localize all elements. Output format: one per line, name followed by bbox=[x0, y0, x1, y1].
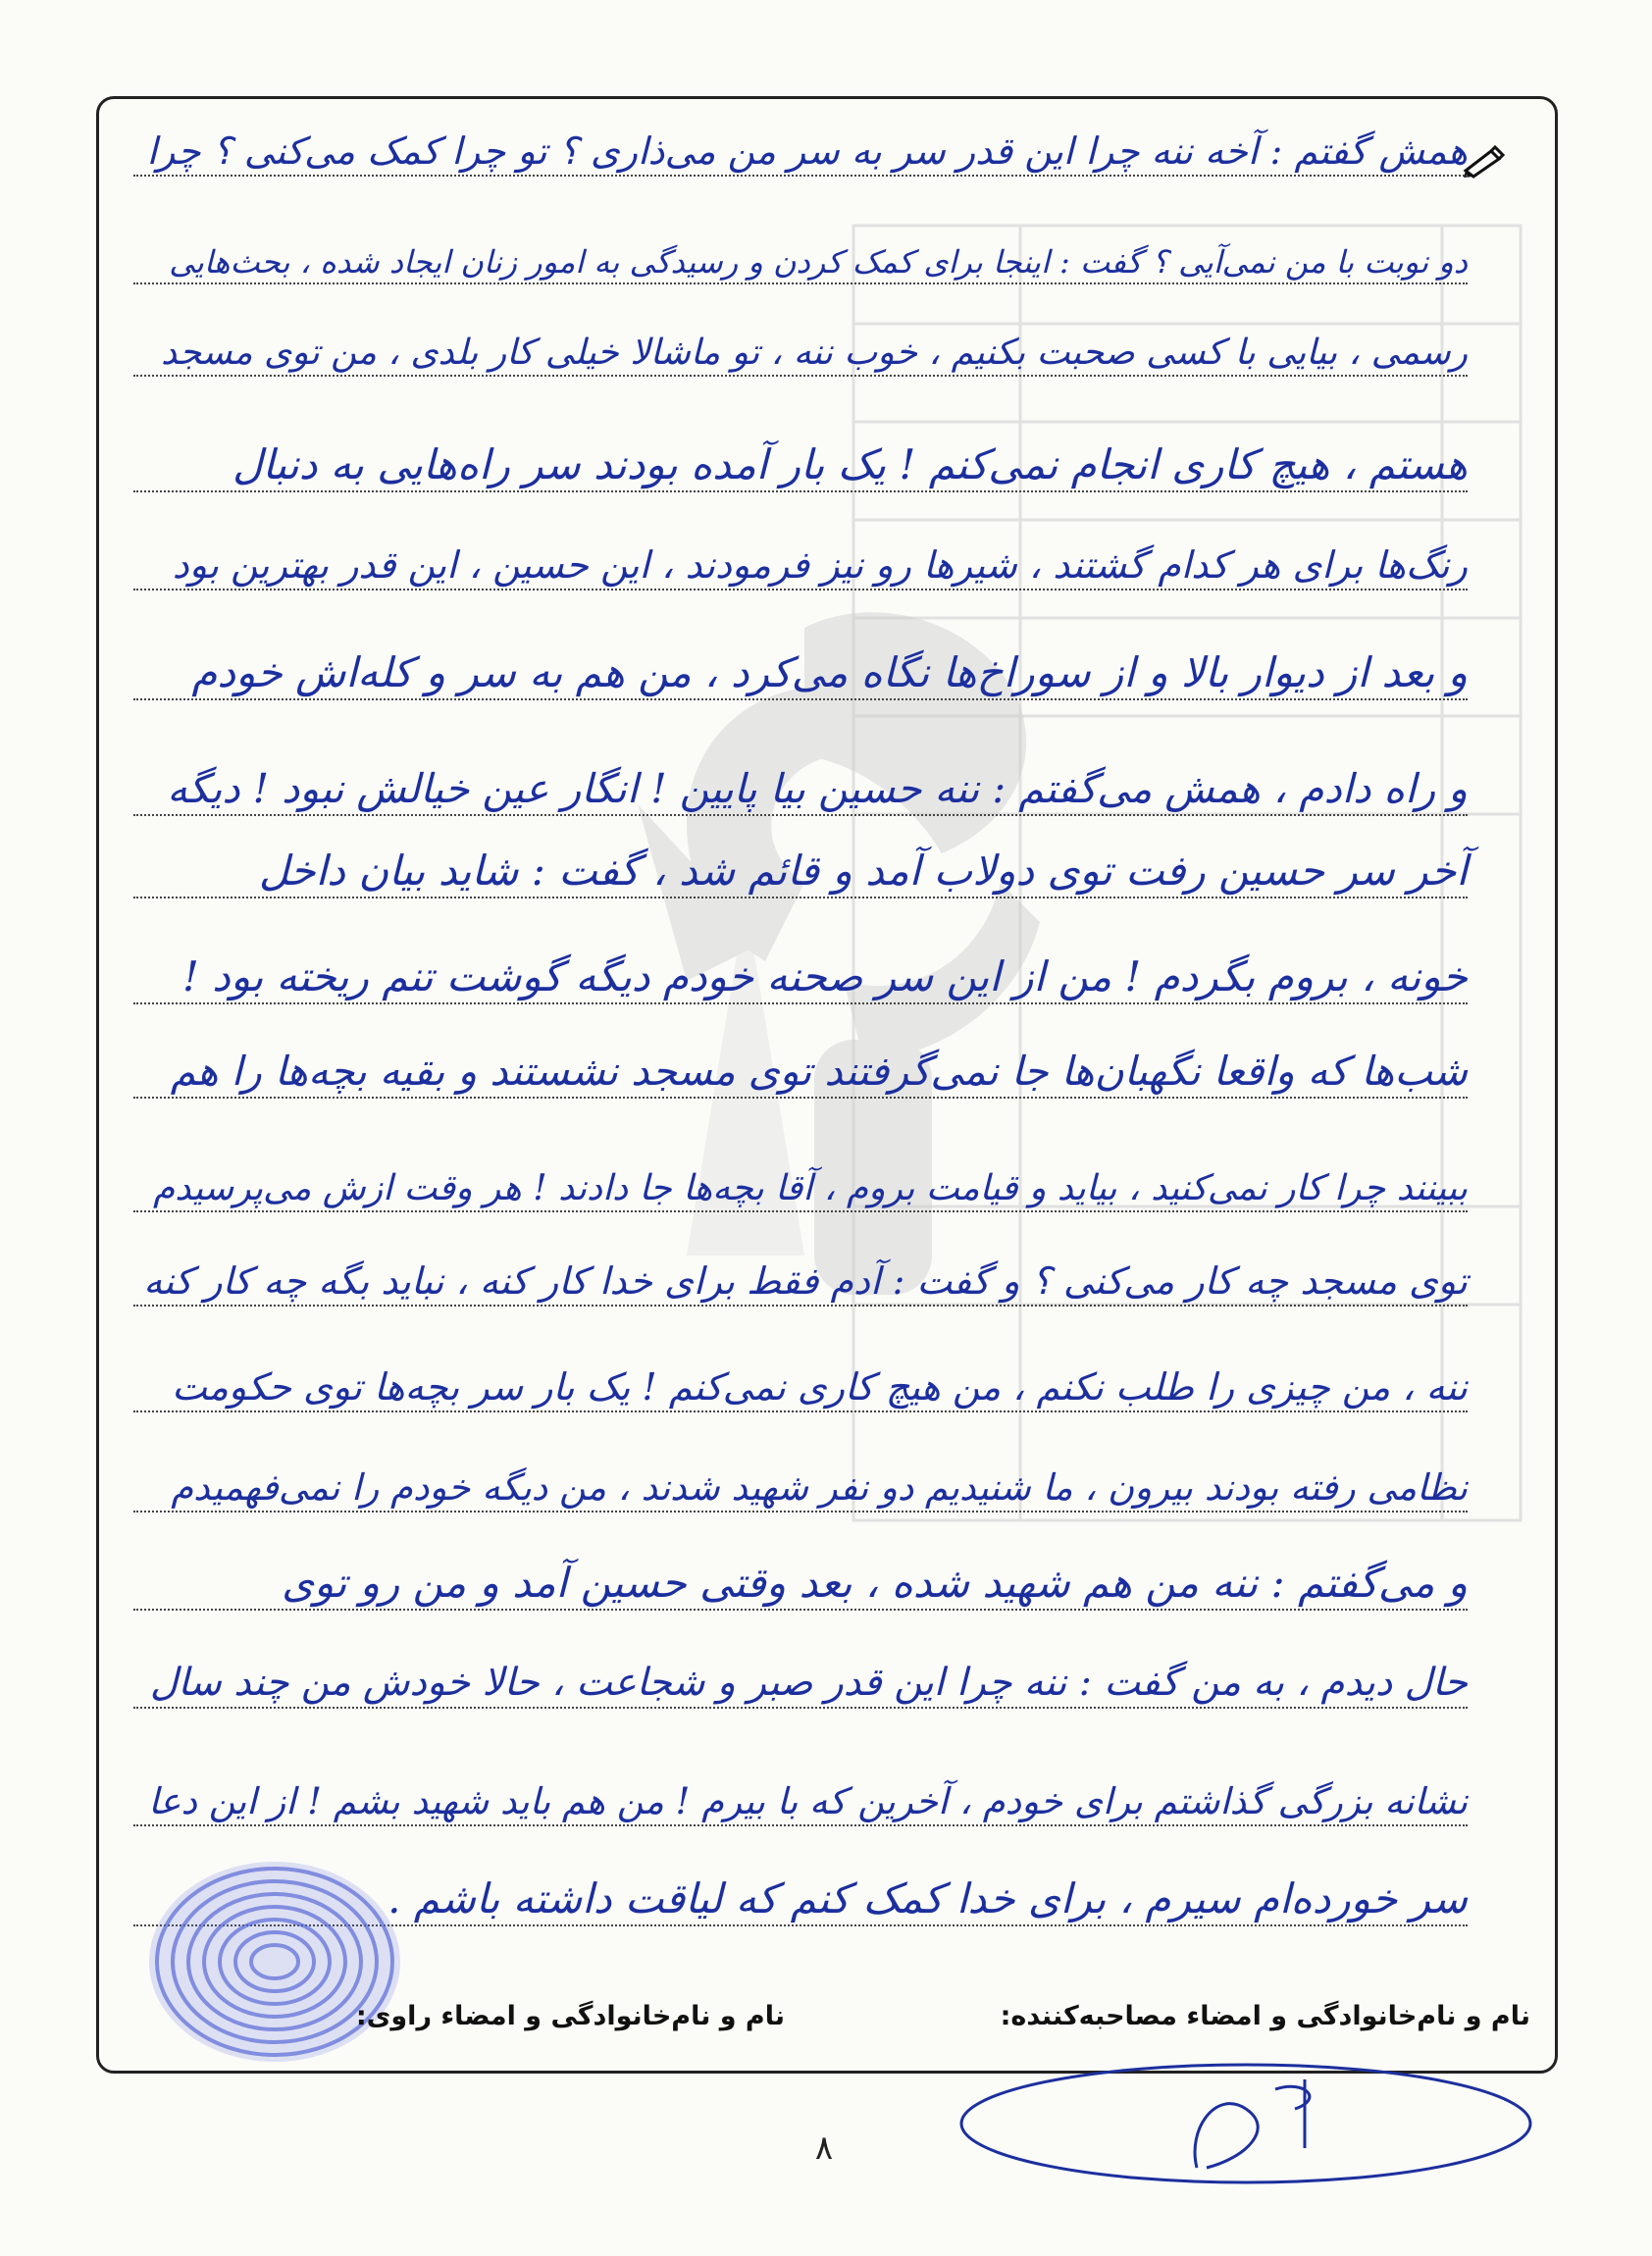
text-line bbox=[133, 1259, 1468, 1307]
text-line bbox=[133, 1559, 1468, 1611]
line-text: نظامی رفته بودند بیرون ، ما شنیدیم دو نفر شهید شدند ، من دیگه خودم را نمی‌فهمیدم bbox=[171, 1466, 1468, 1509]
text-line bbox=[133, 333, 1468, 377]
line-text: و راه دادم ، همش می‌گفتم : ننه حسین بیا پایین ! انگار عین خیالش نبود ! دیگه bbox=[167, 765, 1468, 812]
text-line bbox=[133, 1466, 1468, 1513]
text-line bbox=[133, 543, 1468, 590]
line-text: ببینند چرا کار نمی‌کنید ، بیاید و قیامت بروم ، آقا بچه‌ها جا دادند ! هر وقت ازش می‌پرسیدم bbox=[152, 1168, 1468, 1208]
text-line bbox=[133, 952, 1468, 1004]
text-line bbox=[133, 129, 1468, 177]
line-text: دو نوبت با من نمی‌آیی ؟ گفت : اینجا برای کمک کردن و رسیدگی به امور زنان ایجاد شده ، بحث‌هایی bbox=[169, 243, 1468, 281]
line-text: و بعد از دیوار بالا و از سوراخ‌ها نگاه می‌کرد ، من هم به سر و کله‌اش خودم bbox=[191, 648, 1468, 696]
interviewer-signature-label: نام و نام‌خانوادگی و امضاء مصاحبه‌کننده: bbox=[1000, 2001, 1530, 2031]
line-text: رنگ‌ها برای هر کدام گشتند ، شیرها رو نیز فرمودند ، این حسین ، این قدر بهترین بود bbox=[172, 543, 1468, 587]
text-line bbox=[133, 1661, 1468, 1709]
narrator-signature-label: نام و نام‌خانوادگی و امضاء راوی: bbox=[355, 2001, 785, 2031]
line-text: و می‌گفتم : ننه من هم شهید شده ، بعد وقتی حسین آمد و من رو توی bbox=[282, 1559, 1468, 1607]
line-text: شب‌ها که واقعا نگهبان‌ها جا نمی‌گرفتند توی مسجد نشستند و بقیه بچه‌ها را هم bbox=[170, 1048, 1468, 1095]
text-line bbox=[133, 1780, 1468, 1826]
text-line bbox=[133, 648, 1468, 700]
signature-row bbox=[118, 2001, 1530, 2050]
handwritten-signature bbox=[952, 2050, 1540, 2197]
text-line bbox=[133, 846, 1468, 898]
line-text: آخر سر حسین رفت توی دولاب آمد و قائم شد ، گفت : شاید بیان داخل bbox=[258, 846, 1468, 895]
line-text: سر خورده‌ام سیرم ، برای خدا کمک کنم که لیاقت داشته باشم . bbox=[387, 1874, 1468, 1923]
line-text: هستم ، هیچ کاری انجام نمی‌کنم ! یک بار آمده بودند سر راه‌هایی به دنبال bbox=[232, 440, 1468, 488]
text-line bbox=[133, 1365, 1468, 1412]
line-text: ننه ، من چیزی را طلب نکنم ، من هیچ کاری نمی‌کنم ! یک بار سر بچه‌ها توی حکومت bbox=[172, 1365, 1468, 1409]
text-line bbox=[133, 1168, 1468, 1212]
text-line bbox=[133, 440, 1468, 492]
line-text: رسمی ، بیایی با کسی صحبت بکنیم ، خوب ننه ، تو ماشالا خیلی کار بلدی ، من توی مسجد bbox=[160, 333, 1468, 373]
line-text: نشانه بزرگی گذاشتم برای خودم ، آخرین که با بیرم ! من هم باید شهید بشم ! از این دعا bbox=[148, 1780, 1468, 1822]
line-text: خونه ، بروم بگردم ! من از این سر صحنه خودم دیگه گوشت تنم ریخته بود ! bbox=[181, 952, 1468, 1000]
text-line bbox=[133, 765, 1468, 816]
page-number: ۸ bbox=[814, 2128, 834, 2168]
text-line bbox=[133, 1048, 1468, 1099]
line-text: همش گفتم : آخه ننه چرا این قدر سر به سر من می‌ذاری ؟ تو چرا کمک می‌کنی ؟ چرا bbox=[146, 129, 1468, 173]
line-text: توی مسجد چه کار می‌کنی ؟ و گفت : آدم فقط برای خدا کار کنه ، نباید بگه چه کار کنه bbox=[143, 1259, 1468, 1303]
pencil-icon bbox=[1462, 145, 1505, 179]
text-line bbox=[133, 243, 1468, 284]
line-text: حال دیدم ، به من گفت : ننه چرا این قدر صبر و شجاعت ، حالا خودش من چند سال bbox=[149, 1661, 1468, 1705]
